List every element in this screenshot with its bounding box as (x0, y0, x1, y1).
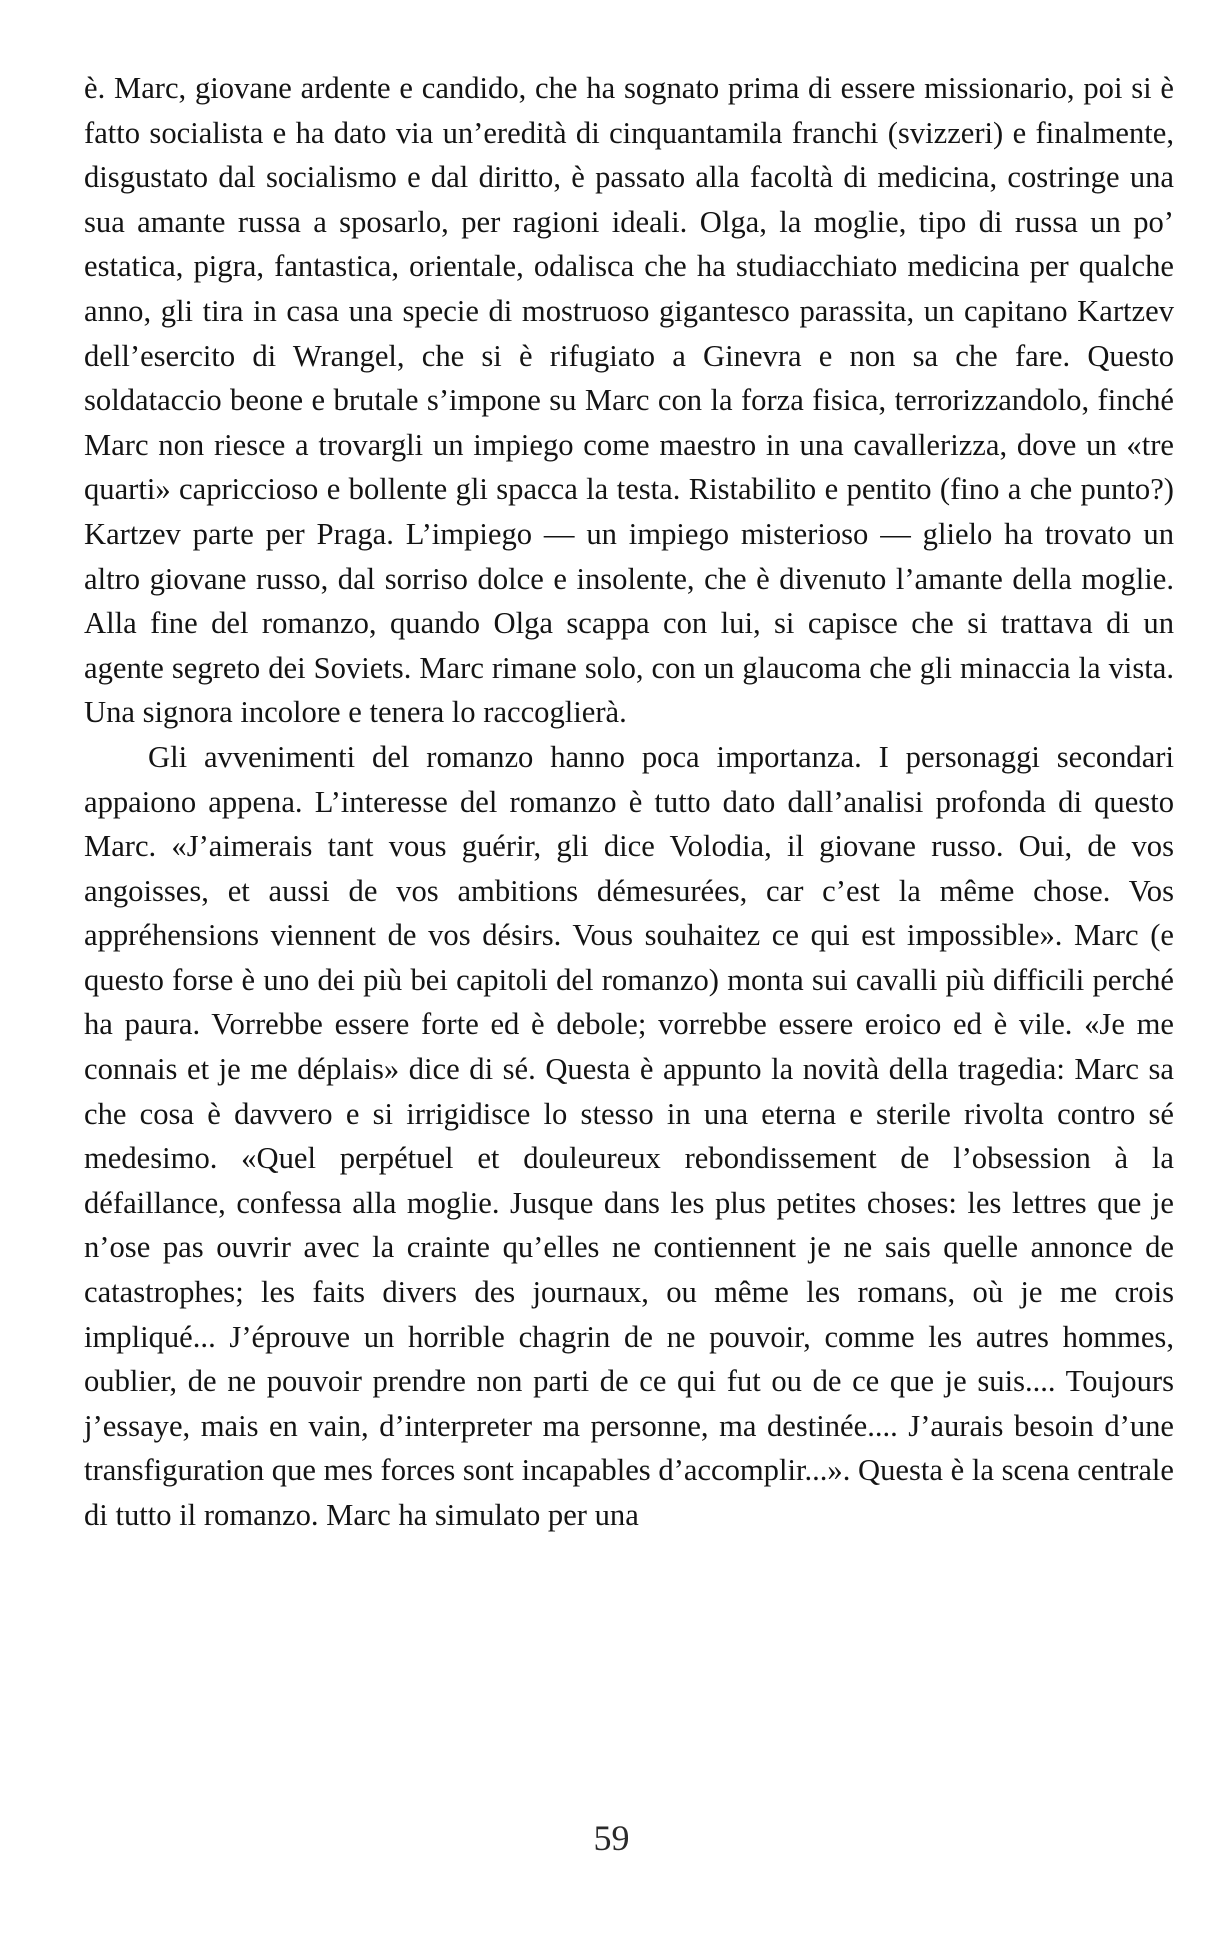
page-number: 59 (593, 1818, 630, 1858)
page-body (84, 66, 1174, 1538)
paragraph-2: Gli avvenimenti del romanzo hanno poca importanza. I personaggi secondari appaiono appena. L’interesse del romanzo è tutto dato dall’analisi profonda di questo Marc. «J’aimerais tant vous guérir, gli dice Volodia, il giovane russo. Oui, de vos angoisses, et aussi de vos ambitions démesurées, car c’est la même chose. Vos appréhensions viennent de vos désirs. Vous souhaitez ce qui est impossible». Marc (e questo forse è uno dei più bei capitoli del romanzo) monta sui cavalli più difficili perché ha paura. Vorrebbe essere forte ed è debole; vorrebbe essere eroico ed è vile. «Je me connais et je me déplais» dice di sé. Questa è appunto la novità della tragedia: Marc sa che cosa è davvero e si irrigidisce lo stesso in una eterna e sterile rivolta contro sé medesimo. «Quel perpétuel et douleureux rebondissement de l’obsession à la défaillance, confessa alla moglie. Jusque dans les plus petites choses: les lettres que je n’ose pas ouvrir avec la crainte qu’elles ne contiennent je ne sais quelle annonce de catastrophes; les faits divers des journaux, ou même les romans, où je me crois impliqué... J’éprouve un horrible chagrin de ne pouvoir, comme les autres hommes, oublier, de ne pouvoir prendre non parti de ce qui fut ou de ce que je suis.... Toujours j’essaye, mais en vain, d’interpreter ma personne, ma destinée.... J’aurais besoin d’une transfiguration que mes forces sont incapables d’accomplir...». Questa è la scena centrale di tutto il romanzo. Marc ha simulato per una (84, 739, 1174, 1532)
paragraph-1: è. Marc, giovane ardente e candido, che ha sognato prima di essere missionario, poi si è fatto socialista e ha dato via un’eredità di cinquantamila franchi (svizzeri) e finalmente, disgustato dal socialismo e dal diritto, è passato alla facoltà di medicina, costringe una sua amante russa a sposarlo, per ragioni ideali. Olga, la moglie, tipo di russa un po’ estatica, pigra, fantastica, orientale, odalisca che ha studiacchiato medicina per qualche anno, gli tira in casa una specie di mostruoso gigantesco parassita, un capitano Kartzev dell’esercito di Wrangel, che si è rifugiato a Ginevra e non sa che fare. Questo soldataccio beone e brutale s’impone su Marc con la forza fisica, terrorizzandolo, finché Marc non riesce a trovargli un impiego come maestro in una cavallerizza, dove un «tre quarti» capriccioso e bollente gli spacca la testa. Ristabilito e pentito (fino a che punto?) Kartzev parte per Praga. L’impiego — un impiego misterioso — glielo ha trovato un altro giovane russo, dal sorriso dolce e insolente, che è divenuto l’amante della moglie. Alla fine del romanzo, quando Olga scappa con lui, si capisce che si trattava di un agente segreto dei Soviets. Marc rimane solo, con un glaucoma che gli minaccia la vista. Una signora incolore e tenera lo raccoglierà. (84, 71, 1174, 730)
